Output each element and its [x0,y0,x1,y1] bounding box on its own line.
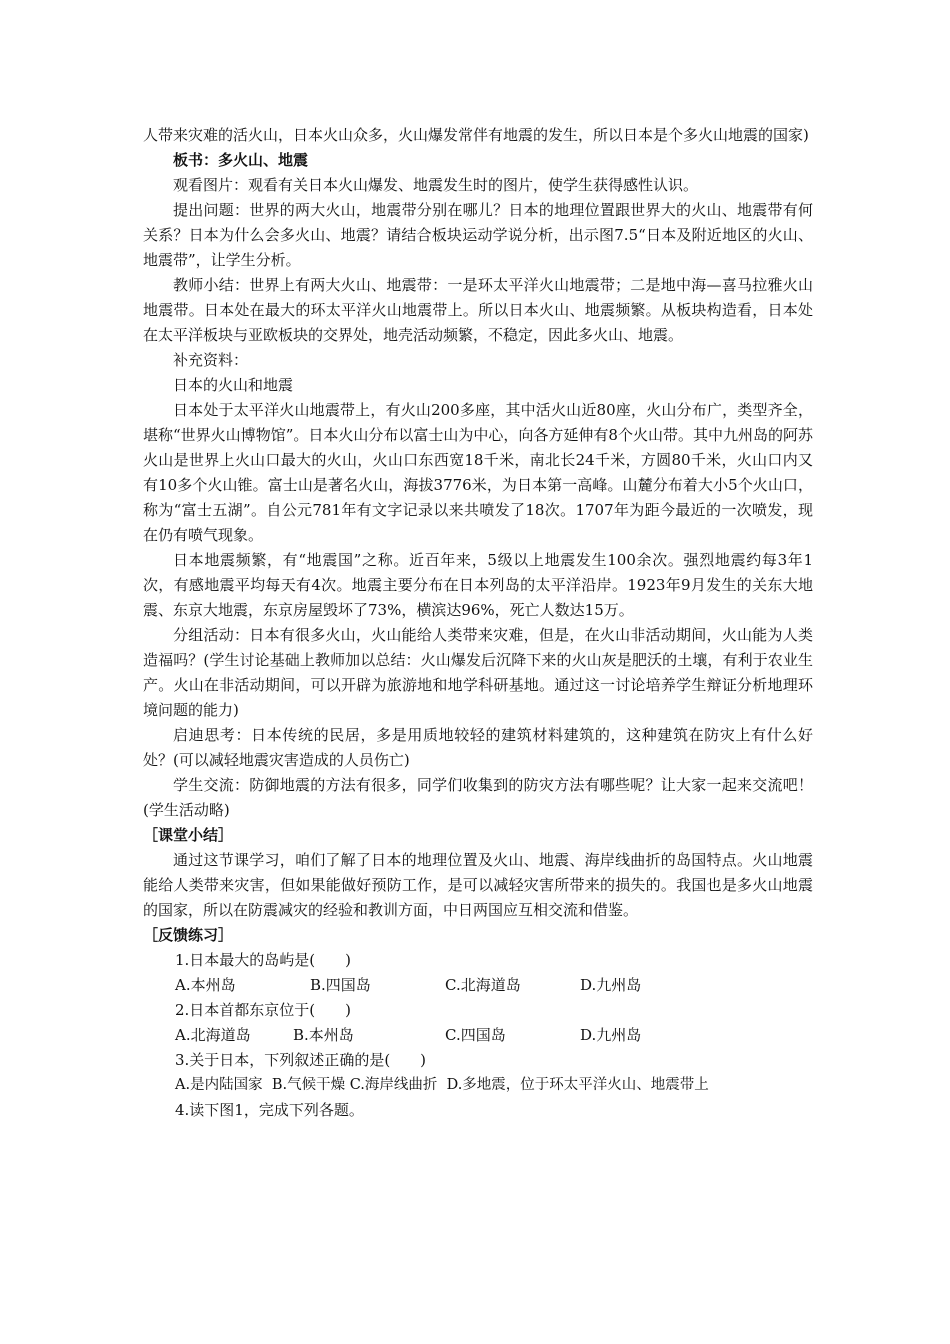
option-d: D.多地震，位于环太平洋火山、地震带上 [446,1077,709,1093]
question-1: 1.日本最大的岛屿是( ) [175,951,352,969]
question-2-options [143,1023,813,1048]
option-c: C.北海道岛 [445,976,521,994]
option-d: D.九州岛 [580,976,642,994]
page-content [143,123,813,1123]
option-c: C.海岸线曲折 [349,1077,438,1093]
paragraph-continuation: 人带来灾难的活火山，日本火山众多，火山爆发常伴有地震的发生，所以日本是个多火山地震的国家) [143,126,809,144]
question-1-options [143,973,813,998]
paragraph-teacher-summary: 教师小结：世界上有两大火山、地震带：一是环太平洋火山地震带；二是地中海—喜马拉雅火山地震带。日本处在最大的环太平洋火山地震带上。所以日本火山、地震频繁。从板块构造看，日本处在太平洋板块与亚欧板块的交界处，地壳活动频繁，不稳定，因此多火山、地震。 [143,276,813,344]
section-heading-practice: ［反馈练习］ [143,926,234,944]
question-2: 2.日本首都东京位于( ) [175,1001,352,1019]
question-4: 4.读下图1，完成下列各题。 [175,1101,364,1119]
section-heading-summary: ［课堂小结］ [143,826,234,844]
question-3-options [143,1073,813,1098]
paragraph-earthquakes: 日本地震频繁，有“地震国”之称。近百年来，5级以上地震发生100余次。强烈地震约每3年1次，有感地震平均每天有4次。地震主要分布在日本列岛的太平洋沿岸。1923年9月发生的关东大地震、东京大地震，东京房屋毁坏了73%，横滨达96%，死亡人数达15万。 [143,551,813,619]
option-d: D.九州岛 [580,1026,642,1044]
paragraph-group-activity: 分组活动：日本有很多火山，火山能给人类带来灾难，但是，在火山非活动期间，火山能为人类造福吗？(学生讨论基础上教师加以总结：火山爆发后沉降下来的火山灰是肥沃的土壤，有利于农业生产。火山在非活动期间，可以开辟为旅游地和地学科研基地。通过这一讨论培养学生辩证分析地理环境问题的能力) [143,626,813,719]
option-a: A.本州岛 [175,976,236,994]
option-b: B.四国岛 [310,976,371,994]
option-b: B.气候干燥 [271,1077,346,1093]
paragraph-view-pictures: 观看图片：观看有关日本火山爆发、地震发生时的图片，使学生获得感性认识。 [173,176,699,194]
paragraph-supplement-label: 补充资料： [173,351,249,369]
paragraph-supplement-title: 日本的火山和地震 [173,376,294,394]
board-note: 板书：多火山、地震 [173,151,309,169]
paragraph-questions: 提出问题：世界的两大火山，地震带分别在哪儿？日本的地理位置跟世界大的火山、地震带有何关系？日本为什么会多火山、地震？请结合板块运动学说分析，出示图7.5“日本及附近地区的火山、地震带”，让学生分析。 [143,201,813,269]
question-3: 3.关于日本，下列叙述正确的是( ) [175,1051,427,1069]
paragraph-volcanoes: 日本处于太平洋火山地震带上，有火山200多座，其中活火山近80座，火山分布广，类型齐全，堪称“世界火山博物馆”。日本火山分布以富士山为中心，向各方延伸有8个火山带。其中九州岛的阿苏火山是世界上火山口最大的火山，火山口东西宽18千米，南北长24千米，方圆80千米，火山口内又有10多个火山锥。富士山是著名火山，海拔3776米，为日本第一高峰。山麓分布着大小5个火山口，称为“富士五湖”。自公元781年有文字记录以来共喷发了18次。1707年为距今最近的一次喷发，现在仍有喷气现象。 [143,401,813,544]
paragraph-student-exchange: 学生交流：防御地震的方法有很多，同学们收集到的防灾方法有哪些呢？让大家一起来交流吧！(学生活动略) [143,776,813,819]
paragraph-thinking: 启迪思考：日本传统的民居，多是用质地较轻的建筑材料建筑的，这种建筑在防灾上有什么好处？(可以减轻地震灾害造成的人员伤亡) [143,726,813,769]
option-c: C.四国岛 [445,1026,506,1044]
option-a: A.是内陆国家 [175,1077,263,1093]
option-a: A.北海道岛 [175,1026,251,1044]
paragraph-class-summary: 通过这节课学习，咱们了解了日本的地理位置及火山、地震、海岸线曲折的岛国特点。火山地震能给人类带来灾害，但如果能做好预防工作，是可以减轻灾害所带来的损失的。我国也是多火山地震的国家，所以在防震减灾的经验和教训方面，中日两国应互相交流和借鉴。 [143,851,813,919]
option-b: B.本州岛 [293,1026,354,1044]
